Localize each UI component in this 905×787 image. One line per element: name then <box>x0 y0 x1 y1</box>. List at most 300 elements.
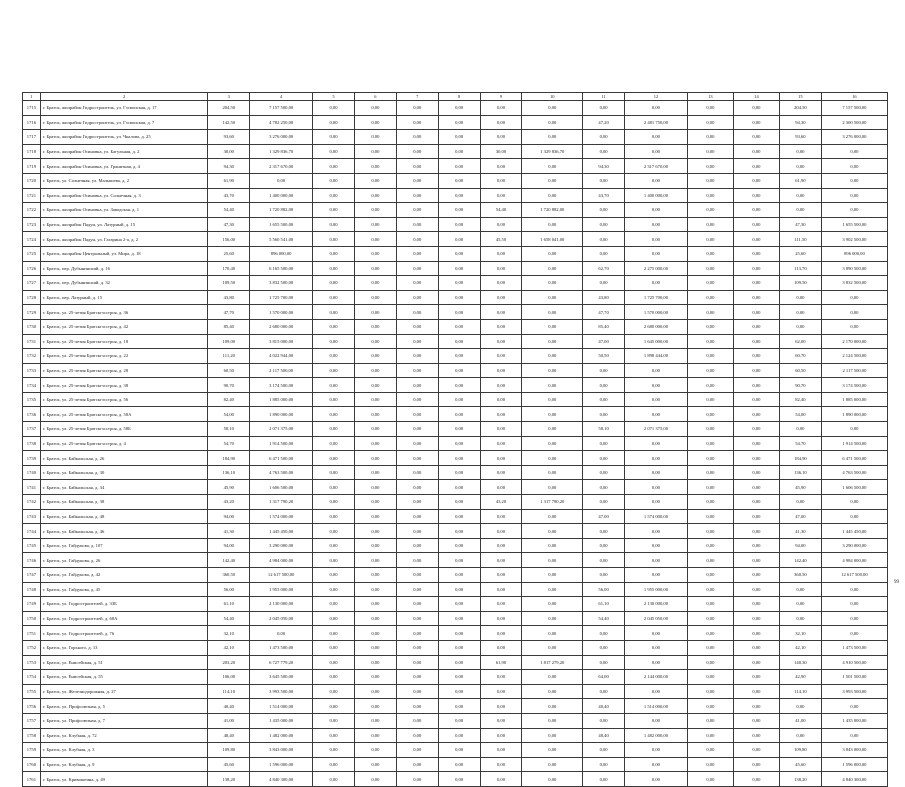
column-header-6: 6 <box>354 93 396 101</box>
value-cell: 0,00 <box>779 159 821 174</box>
value-cell: 85,40 <box>583 319 625 334</box>
table-row <box>23 728 888 743</box>
address-cell: г. Братск, ул. 25-летия Братскгэсстроя, д. 58Б <box>40 422 208 437</box>
value-cell: 142,40 <box>779 553 821 568</box>
value-cell: 0,00 <box>625 407 688 422</box>
value-cell: 0,00 <box>480 159 522 174</box>
value-cell: 0,00 <box>313 728 355 743</box>
value-cell: 0,00 <box>354 276 396 291</box>
row-number-cell: 1728 <box>23 290 41 305</box>
value-cell: 0,00 <box>733 465 779 480</box>
value-cell: 0,00 <box>733 597 779 612</box>
value-cell: 40,40 <box>583 699 625 714</box>
value-cell: 0,00 <box>687 407 733 422</box>
value-cell: 0,00 <box>396 246 438 261</box>
address-cell: г. Братск, пер. Дубынинский, д. 16 <box>40 261 208 276</box>
value-cell: 60,50 <box>208 363 250 378</box>
value-cell: 0,00 <box>522 480 583 495</box>
value-cell: 0,00 <box>480 728 522 743</box>
row-number-cell: 1747 <box>23 568 41 583</box>
address-cell: г. Братск, ул. Гидростроителей, д. 76 <box>40 626 208 641</box>
value-cell: 58,10 <box>208 422 250 437</box>
value-cell: 0,00 <box>687 232 733 247</box>
value-cell: 0,00 <box>733 246 779 261</box>
address-cell: г. Братск, ул. Байкальская, д. 38 <box>40 495 208 510</box>
value-cell: 0,00 <box>438 699 480 714</box>
value-cell: 0,00 <box>625 246 688 261</box>
value-cell: 1 445 450,00 <box>821 524 887 539</box>
column-header-7: 7 <box>396 93 438 101</box>
value-cell: 140,30 <box>779 655 821 670</box>
address-cell: г. Братск, жилрайон Осиновка, ул. Багульная, д. 2 <box>40 144 208 159</box>
row-number-cell: 1724 <box>23 232 41 247</box>
address-cell: г. Братск, ул. 25-летия Братскгэсстроя, д. 56 <box>40 392 208 407</box>
value-cell: 0,00 <box>396 159 438 174</box>
value-cell: 203,20 <box>208 655 250 670</box>
value-cell: 43,70 <box>583 188 625 203</box>
row-number-cell: 1727 <box>23 276 41 291</box>
value-cell: 0,00 <box>354 246 396 261</box>
value-cell: 0,00 <box>480 480 522 495</box>
value-cell: 0,00 <box>354 363 396 378</box>
value-cell: 0,00 <box>625 713 688 728</box>
value-cell: 0,00 <box>313 305 355 320</box>
value-cell: 0,00 <box>687 290 733 305</box>
value-cell: 1 890 000,00 <box>250 407 313 422</box>
value-cell: 0,00 <box>480 582 522 597</box>
value-cell: 0,00 <box>625 465 688 480</box>
value-cell: 0,00 <box>438 538 480 553</box>
value-cell: 0,00 <box>438 684 480 699</box>
value-cell: 0,00 <box>313 699 355 714</box>
value-cell: 0,00 <box>313 772 355 787</box>
value-cell: 1 890 000,00 <box>821 407 887 422</box>
value-cell: 0,00 <box>522 684 583 699</box>
value-cell: 0,00 <box>583 436 625 451</box>
value-cell: 0,00 <box>396 115 438 130</box>
value-cell: 0,00 <box>438 173 480 188</box>
value-cell: 0,00 <box>396 582 438 597</box>
value-cell: 0,00 <box>625 553 688 568</box>
value-cell: 0,00 <box>480 524 522 539</box>
value-cell: 0,00 <box>733 276 779 291</box>
value-cell: 0,00 <box>480 334 522 349</box>
value-cell: 0,00 <box>687 378 733 393</box>
value-cell: 0,00 <box>438 728 480 743</box>
table-row <box>23 626 888 641</box>
value-cell: 42,10 <box>779 640 821 655</box>
value-cell: 0,00 <box>313 597 355 612</box>
value-cell: 0,00 <box>687 713 733 728</box>
row-number-cell: 1742 <box>23 495 41 510</box>
value-cell: 0,00 <box>313 582 355 597</box>
value-cell: 0,00 <box>522 246 583 261</box>
value-cell: 0,00 <box>687 217 733 232</box>
value-cell: 1 514 000,00 <box>625 699 688 714</box>
value-cell: 1 473 500,00 <box>821 640 887 655</box>
value-cell: 0,00 <box>733 349 779 364</box>
value-cell: 61,90 <box>779 173 821 188</box>
value-cell: 56,00 <box>208 582 250 597</box>
value-cell: 4 984 000,00 <box>821 553 887 568</box>
value-cell: 0,00 <box>396 407 438 422</box>
value-cell: 0,00 <box>396 305 438 320</box>
value-cell: 0,00 <box>480 436 522 451</box>
table-row <box>23 451 888 466</box>
value-cell: 0,00 <box>522 130 583 145</box>
table-row <box>23 159 888 174</box>
value-cell: 40,40 <box>208 699 250 714</box>
value-cell: 0,00 <box>733 451 779 466</box>
value-cell: 0,00 <box>625 495 688 510</box>
value-cell: 0,00 <box>625 173 688 188</box>
address-cell: г. Братск, ул. Енисейская, д. 55 <box>40 670 208 685</box>
value-cell: 0,00 <box>396 130 438 145</box>
value-cell: 0,00 <box>480 407 522 422</box>
value-cell: 0,00 <box>480 684 522 699</box>
value-cell: 0,00 <box>438 524 480 539</box>
value-cell: 184,90 <box>779 451 821 466</box>
value-cell: 0,00 <box>583 232 625 247</box>
value-cell: 0,00 <box>396 684 438 699</box>
value-cell: 0,00 <box>396 261 438 276</box>
value-cell: 1 914 500,00 <box>821 436 887 451</box>
value-cell: 4 782 250,00 <box>250 115 313 130</box>
table-row <box>23 188 888 203</box>
value-cell: 1 400 000,00 <box>250 188 313 203</box>
value-cell: 0,00 <box>438 305 480 320</box>
value-cell: 0,00 <box>354 115 396 130</box>
value-cell: 48,40 <box>208 728 250 743</box>
value-cell: 45,90 <box>208 480 250 495</box>
value-cell: 0,00 <box>354 378 396 393</box>
value-cell: 0,00 <box>522 436 583 451</box>
value-cell: 0,00 <box>779 188 821 203</box>
value-cell: 184,90 <box>208 451 250 466</box>
address-cell: г. Братск, ул. Солнечная, ул. Малышева, д. 2 <box>40 173 208 188</box>
value-cell: 0,00 <box>438 509 480 524</box>
value-cell: 0,00 <box>313 553 355 568</box>
row-number-cell: 1753 <box>23 655 41 670</box>
table-row <box>23 378 888 393</box>
value-cell: 2 071 375,00 <box>625 422 688 437</box>
value-cell: 0,00 <box>522 392 583 407</box>
value-cell: 0,00 <box>313 173 355 188</box>
value-cell: 64,00 <box>583 670 625 685</box>
row-number-cell: 1730 <box>23 319 41 334</box>
column-header-3: 3 <box>208 93 250 101</box>
value-cell: 0,00 <box>522 276 583 291</box>
value-cell: 1 482 000,00 <box>625 728 688 743</box>
value-cell: 0,00 <box>354 670 396 685</box>
row-number-cell: 1723 <box>23 217 41 232</box>
value-cell: 0,00 <box>821 699 887 714</box>
value-cell: 2 117 500,00 <box>250 363 313 378</box>
address-cell: г. Братск, ул. Байкальская, д. 48 <box>40 509 208 524</box>
value-cell: 2 275 000,00 <box>625 261 688 276</box>
value-cell: 0,00 <box>480 451 522 466</box>
value-cell: 0,00 <box>733 232 779 247</box>
value-cell: 0,00 <box>438 422 480 437</box>
value-cell: 50,50 <box>583 349 625 364</box>
value-cell: 360,50 <box>208 568 250 583</box>
address-cell: г. Братск, ул. Клубная, д. 9 <box>40 757 208 772</box>
value-cell: 43,20 <box>208 495 250 510</box>
value-cell: 0,00 <box>396 772 438 787</box>
value-cell: 0,00 <box>687 611 733 626</box>
value-cell: 1 570 000,00 <box>625 305 688 320</box>
value-cell: 0,00 <box>583 743 625 758</box>
value-cell: 138,20 <box>779 772 821 787</box>
address-cell: г. Братск, ул. Гайдукова, д. 26 <box>40 553 208 568</box>
value-cell: 0,00 <box>625 538 688 553</box>
value-cell: 0,00 <box>733 363 779 378</box>
value-cell: 45,90 <box>779 480 821 495</box>
value-cell: 4 840 300,00 <box>821 772 887 787</box>
value-cell: 0,00 <box>821 188 887 203</box>
value-cell: 0,00 <box>396 626 438 641</box>
table-row <box>23 422 888 437</box>
row-number-cell: 1721 <box>23 188 41 203</box>
value-cell: 0,00 <box>313 436 355 451</box>
column-header-4: 4 <box>250 93 313 101</box>
value-cell: 0,00 <box>354 509 396 524</box>
value-cell: 0,00 <box>522 699 583 714</box>
value-cell: 0,00 <box>625 363 688 378</box>
value-cell: 0,00 <box>438 597 480 612</box>
value-cell: 0,00 <box>354 305 396 320</box>
value-cell: 0,00 <box>821 495 887 510</box>
value-cell: 0,00 <box>522 728 583 743</box>
value-cell: 1 885 000,00 <box>250 392 313 407</box>
table-row <box>23 582 888 597</box>
value-cell: 0,00 <box>687 655 733 670</box>
value-cell: 0,00 <box>687 144 733 159</box>
value-cell: 0,00 <box>779 699 821 714</box>
value-cell: 0,00 <box>438 407 480 422</box>
value-cell: 0,00 <box>480 568 522 583</box>
value-cell: 0,00 <box>687 640 733 655</box>
value-cell: 1 817 279,20 <box>522 655 583 670</box>
value-cell: 58,10 <box>583 422 625 437</box>
value-cell: 0,00 <box>733 203 779 218</box>
value-cell: 0,00 <box>313 378 355 393</box>
address-cell: г. Братск, ул. Клубная, д. 3 <box>40 743 208 758</box>
row-number-cell: 1729 <box>23 305 41 320</box>
value-cell: 0,00 <box>396 334 438 349</box>
address-cell: г. Братск, ул. Профсоюзная, д. 5 <box>40 699 208 714</box>
value-cell: 0,00 <box>438 772 480 787</box>
value-cell: 0,00 <box>733 334 779 349</box>
value-cell: 0,00 <box>313 232 355 247</box>
value-cell: 6 165 500,00 <box>250 261 313 276</box>
column-number-row <box>23 93 888 101</box>
value-cell: 0,00 <box>313 640 355 655</box>
value-cell: 0,00 <box>354 144 396 159</box>
address-cell: г. Братск, ул. Гидростроителей, д. 33Б <box>40 597 208 612</box>
address-cell: г. Братск, ул. Байкальская, д. 34 <box>40 480 208 495</box>
value-cell: 0,00 <box>687 422 733 437</box>
value-cell: 1 317 790,20 <box>250 495 313 510</box>
address-cell: г. Братск, ул. Железнодорожная, д. 27 <box>40 684 208 699</box>
value-cell: 0,00 <box>687 246 733 261</box>
value-cell: 3 276 000,00 <box>250 130 313 145</box>
value-cell: 0,00 <box>354 611 396 626</box>
table-row <box>23 305 888 320</box>
table-row <box>23 495 888 510</box>
value-cell: 0,00 <box>313 188 355 203</box>
value-cell: 0,00 <box>583 407 625 422</box>
value-cell: 1 885 000,00 <box>821 392 887 407</box>
value-cell: 42,90 <box>779 670 821 685</box>
value-cell: 0,00 <box>354 480 396 495</box>
value-cell: 0,00 <box>354 188 396 203</box>
value-cell: 1 473 500,00 <box>250 640 313 655</box>
column-header-2: 2 <box>40 93 208 101</box>
value-cell: 0,00 <box>313 203 355 218</box>
row-number-cell: 1718 <box>23 144 41 159</box>
value-cell: 0,00 <box>625 626 688 641</box>
value-cell: 0,00 <box>313 626 355 641</box>
value-cell: 0,00 <box>522 305 583 320</box>
value-cell: 93,60 <box>208 130 250 145</box>
value-cell: 54,00 <box>779 407 821 422</box>
address-cell: г. Братск, ул. 25-летия Братскгэсстроя, д. 36 <box>40 305 208 320</box>
value-cell: 41,00 <box>779 713 821 728</box>
value-cell: 0,00 <box>821 173 887 188</box>
value-cell: 111,20 <box>208 349 250 364</box>
table-row <box>23 217 888 232</box>
value-cell: 1 725 700,00 <box>250 290 313 305</box>
address-cell: г. Братск, ул. 25-летия Братскгэсстроя, д. 58А <box>40 407 208 422</box>
value-cell: 47,70 <box>208 305 250 320</box>
value-cell: 0,00 <box>687 757 733 772</box>
value-cell: 0,00 <box>779 203 821 218</box>
table-row <box>23 334 888 349</box>
value-cell: 0,00 <box>313 538 355 553</box>
value-cell: 0,00 <box>313 276 355 291</box>
value-cell: 1 725 700,00 <box>625 290 688 305</box>
column-header-12: 12 <box>625 93 688 101</box>
value-cell: 1 914 500,00 <box>250 436 313 451</box>
value-cell: 62,70 <box>583 261 625 276</box>
value-cell: 0,00 <box>583 640 625 655</box>
value-cell: 0,00 <box>438 451 480 466</box>
value-cell: 1 720 882,00 <box>522 203 583 218</box>
value-cell: 170,40 <box>208 261 250 276</box>
value-cell: 0,00 <box>480 261 522 276</box>
value-cell: 0,00 <box>522 772 583 787</box>
value-cell: 3 290 000,00 <box>821 538 887 553</box>
value-cell: 0,00 <box>438 217 480 232</box>
value-cell: 0,00 <box>779 728 821 743</box>
value-cell: 0,00 <box>733 261 779 276</box>
value-cell: 0,00 <box>583 524 625 539</box>
value-cell: 0,00 <box>396 611 438 626</box>
column-header-15: 15 <box>779 93 821 101</box>
value-cell: 0,00 <box>396 392 438 407</box>
value-cell: 4 840 300,00 <box>250 772 313 787</box>
value-cell: 0,00 <box>687 684 733 699</box>
value-cell: 0,00 <box>396 524 438 539</box>
value-cell: 109,50 <box>779 276 821 291</box>
value-cell: 0,00 <box>522 363 583 378</box>
value-cell: 0,00 <box>522 407 583 422</box>
value-cell: 0,00 <box>583 465 625 480</box>
row-number-cell: 1752 <box>23 640 41 655</box>
row-number-cell: 1725 <box>23 246 41 261</box>
value-cell: 54,40 <box>480 203 522 218</box>
value-cell: 1 400 000,00 <box>625 188 688 203</box>
value-cell: 0,00 <box>733 436 779 451</box>
value-cell: 0,00 <box>625 392 688 407</box>
value-cell: 0,00 <box>250 626 313 641</box>
value-cell: 61,90 <box>208 173 250 188</box>
value-cell: 0,00 <box>313 422 355 437</box>
address-cell: г. Братск, ул. 25-летия Братскгэсстроя, д. 28 <box>40 363 208 378</box>
value-cell: 0,00 <box>354 655 396 670</box>
value-cell: 0,00 <box>438 713 480 728</box>
value-cell: 48,40 <box>583 728 625 743</box>
value-cell: 47,00 <box>583 334 625 349</box>
value-cell: 0,00 <box>438 553 480 568</box>
value-cell: 0,00 <box>438 743 480 758</box>
value-cell: 0,00 <box>733 392 779 407</box>
value-cell: 94,30 <box>583 159 625 174</box>
value-cell: 0,00 <box>522 757 583 772</box>
value-cell: 1 574 000,00 <box>625 509 688 524</box>
value-cell: 0,00 <box>354 349 396 364</box>
address-cell: г. Братск, ул. Енисейская, д. 51 <box>40 655 208 670</box>
value-cell: 2 317 670,00 <box>625 159 688 174</box>
value-cell: 0,00 <box>354 465 396 480</box>
row-number-cell: 1738 <box>23 436 41 451</box>
value-cell: 896 000,00 <box>821 246 887 261</box>
address-cell: г. Братск, жилрайон Гидростроитель, ул. Гэсвоиская, д. 17 <box>40 101 208 116</box>
value-cell: 0,00 <box>583 568 625 583</box>
value-cell: 0,00 <box>583 378 625 393</box>
value-cell: 61,90 <box>480 655 522 670</box>
column-header-1: 1 <box>23 93 41 101</box>
value-cell: 0,00 <box>522 713 583 728</box>
value-cell: 0,00 <box>625 684 688 699</box>
value-cell: 0,00 <box>733 568 779 583</box>
table-row <box>23 743 888 758</box>
value-cell: 0,00 <box>313 713 355 728</box>
value-cell: 3 290 000,00 <box>250 538 313 553</box>
value-cell: 0,00 <box>522 422 583 437</box>
value-cell: 0,00 <box>438 261 480 276</box>
value-cell: 90,70 <box>208 378 250 393</box>
value-cell: 0,00 <box>733 290 779 305</box>
value-cell: 0,00 <box>733 757 779 772</box>
value-cell: 0,00 <box>480 597 522 612</box>
value-cell: 0,00 <box>687 582 733 597</box>
value-cell: 360,50 <box>779 568 821 583</box>
value-cell: 4 022 944,00 <box>250 349 313 364</box>
value-cell: 1 596 000,00 <box>821 757 887 772</box>
value-cell: 0,00 <box>733 422 779 437</box>
value-cell: 0,00 <box>354 640 396 655</box>
value-cell: 0,00 <box>396 509 438 524</box>
value-cell: 60,70 <box>779 349 821 364</box>
value-cell: 2 680 000,00 <box>250 319 313 334</box>
table-row <box>23 465 888 480</box>
address-cell: г. Братск, ул. 25-летия Братскгэсстроя, д. 22 <box>40 349 208 364</box>
value-cell: 42,10 <box>208 640 250 655</box>
value-cell: 0,00 <box>522 670 583 685</box>
value-cell: 1 655 500,00 <box>250 217 313 232</box>
